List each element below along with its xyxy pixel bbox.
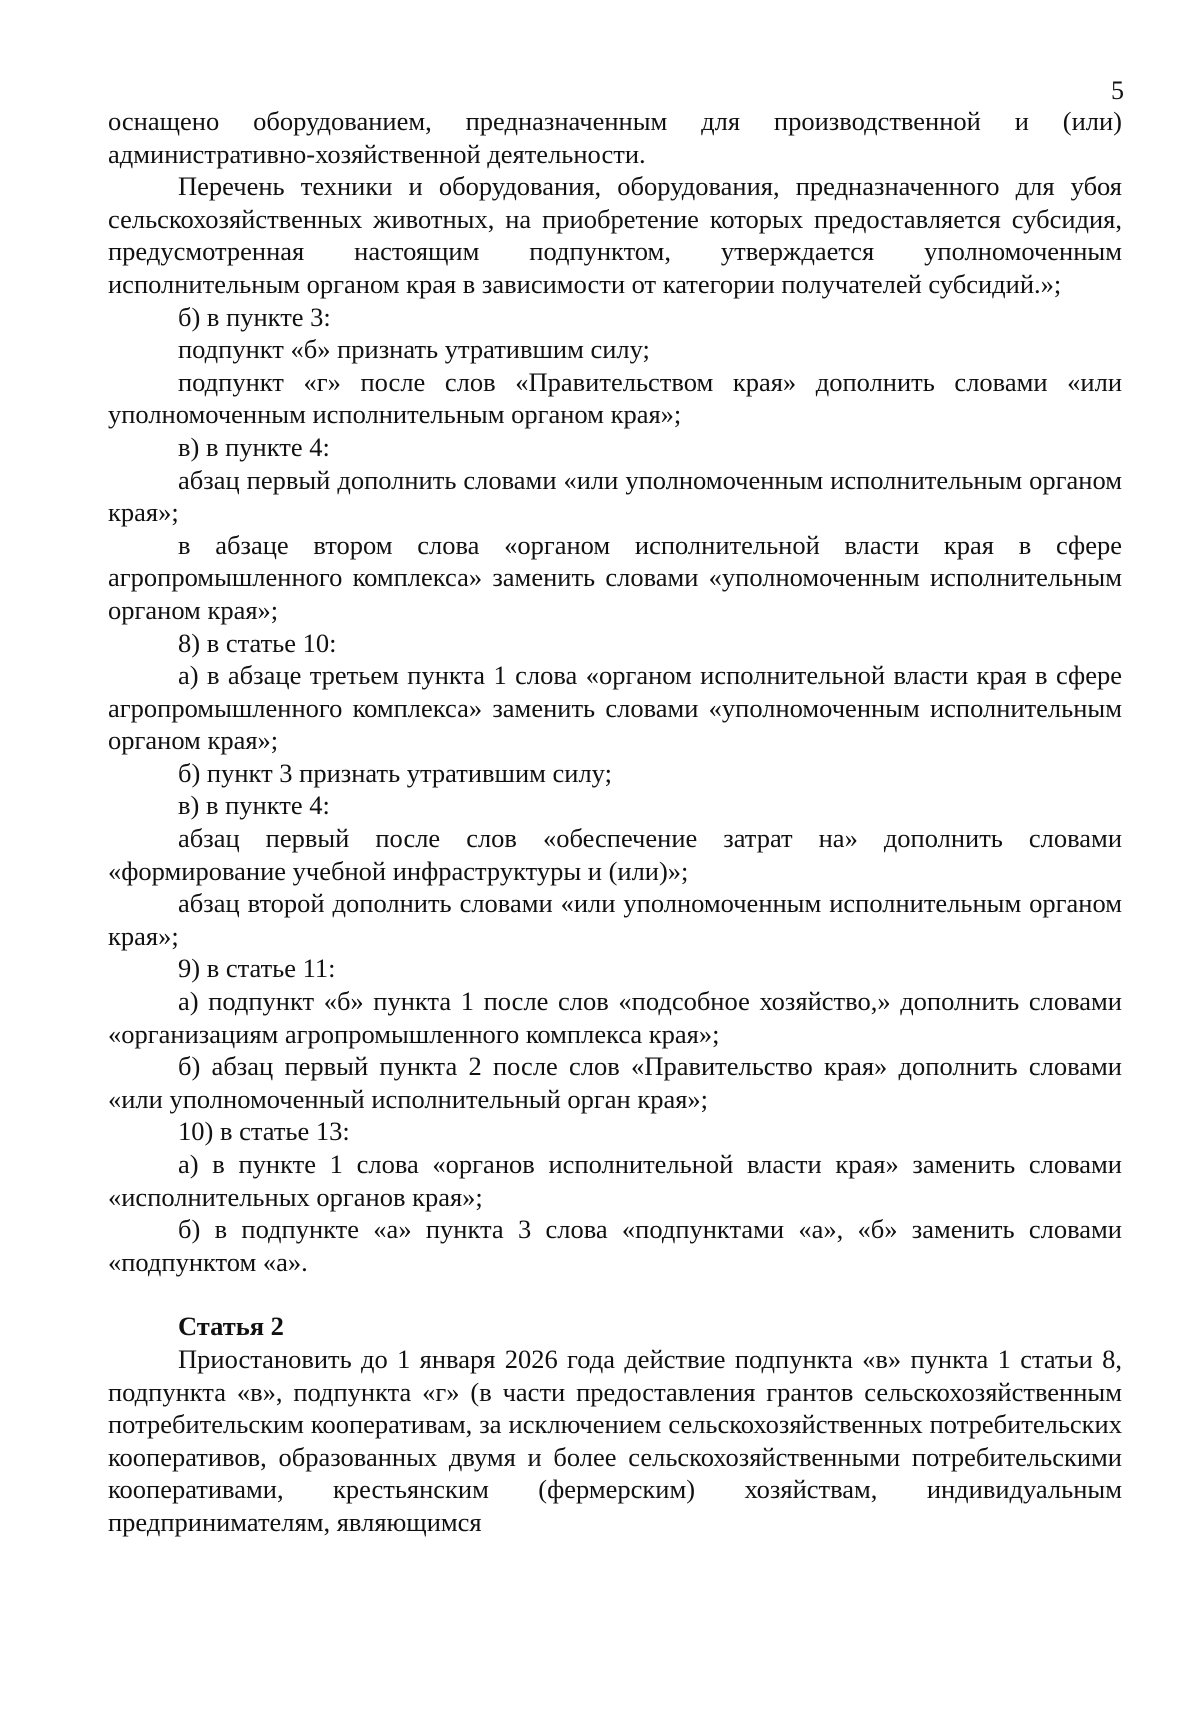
paragraph: б) в подпункте «а» пункта 3 слова «подпунктами «а», «б» заменить словами «подпунктом «а». (108, 1214, 1122, 1277)
paragraph: в абзаце втором слова «органом исполнительной власти края в сфере агропромышленного комплекса» заменить словами «уполномоченным исполнительным органом края»; (108, 529, 1122, 625)
paragraph: 8) в статье 10: (178, 627, 337, 658)
paragraph: Перечень техники и оборудования, оборудования, предназначенного для убоя сельскохозяйственных животных, на приобретение которых предоставляется субсидия, предусмотренная настоящим подпунктом, утверждается уполномоченным исполнительным органом края в зависимости от категории получателей субсидий.»; (108, 171, 1122, 299)
paragraph: абзац первый после слов «обеспечение затрат на» дополнить словами «формирование учебной инфраструктуры и (или)»; (108, 823, 1122, 886)
paragraph: а) в пункте 1 слова «органов исполнительной власти края» заменить словами «исполнительных органов края»; (108, 1149, 1122, 1212)
article-heading: Статья 2 (178, 1311, 284, 1342)
paragraph: абзац первый дополнить словами «или уполномоченным исполнительным органом края»; (108, 464, 1122, 528)
paragraph: б) в пункте 3: (178, 301, 331, 332)
paragraph: оснащено оборудованием, предназначенным для производственной и (или) административно-хозяйственной деятельности. (108, 106, 1122, 169)
section-gap (108, 1278, 1122, 1310)
paragraph: в) в пункте 4: (178, 790, 330, 821)
paragraph: 9) в статье 11: (178, 953, 336, 984)
amendments-list (108, 105, 1122, 1278)
document-body (108, 105, 1122, 1539)
page-number: 5 (1111, 76, 1124, 105)
paragraph: в) в пункте 4: (178, 431, 330, 462)
paragraph: а) в абзаце третьем пункта 1 слова «органом исполнительной власти края в сфере агропромышленного комплекса» заменить словами «уполномоченным исполнительным органом края»; (108, 660, 1122, 756)
paragraph: б) пункт 3 признать утратившим силу; (178, 757, 612, 788)
paragraph: подпункт «б» признать утратившим силу; (178, 334, 650, 365)
paragraph: а) подпункт «б» пункта 1 после слов «подсобное хозяйство,» дополнить словами «организациям агропромышленного комплекса края»; (108, 986, 1122, 1049)
paragraph: 10) в статье 13: (178, 1116, 350, 1147)
paragraph: абзац второй дополнить словами «или уполномоченным исполнительным органом края»; (108, 888, 1122, 951)
article-2-body (108, 1343, 1122, 1539)
paragraph: Приостановить до 1 января 2026 года действие подпункта «в» пункта 1 статьи 8, подпункта «в», подпункта «г» (в части предоставления грантов сельскохозяйственным потребительским кооперативам, за исключением сельскохозяйственных потребительских кооперативов, образованных двумя и более сельскохозяйственными потребительскими кооперативами, крестьянским (фермерским) хозяйствам, индивидуальным предпринимателям, являющимся (108, 1343, 1122, 1537)
paragraph: б) абзац первый пункта 2 после слов «Правительство края» дополнить словами «или уполномоченный исполнительный орган края»; (108, 1051, 1122, 1114)
paragraph: подпункт «г» после слов «Правительством края» дополнить словами «или уполномоченным исполнительным органом края»; (108, 366, 1122, 430)
